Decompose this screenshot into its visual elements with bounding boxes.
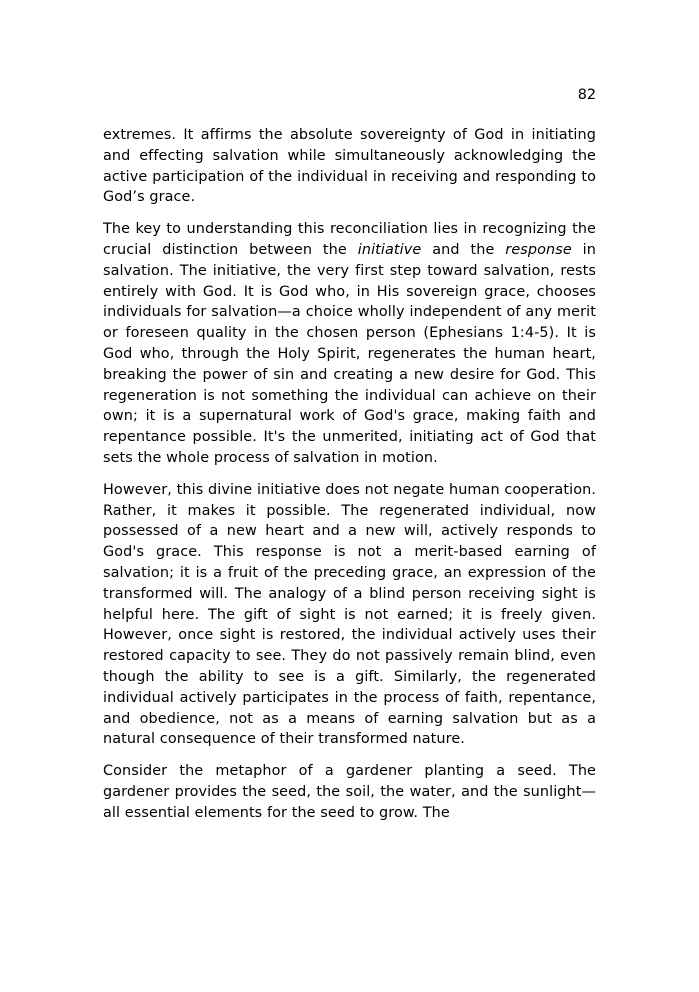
body-text <box>103 125 596 835</box>
text-segment: in salvation. The initiative, the very first step toward salvation, rests entirely with God. It is God who, in His sovereign grace, chooses individuals for salvation—a choice wholly independent of any merit or foreseen quality in the chosen person (Ephesians 1:4-5). It is God who, through the Holy Spirit, regenerates the human heart, breaking the power of sin and creating a new desire for God. This regeneration is not something the individual can achieve on their own; it is a supernatural work of God's grace, making faith and repentance possible. It's the unmerited, initiating act of God that sets the whole process of salvation in motion. <box>103 241 596 466</box>
paragraph <box>103 219 596 469</box>
emphasis-response: response <box>505 241 572 258</box>
emphasis-initiative: initiative <box>357 241 422 258</box>
paragraph: However, this divine initiative does not negate human cooperation. Rather, it makes it possible. The regenerated individual, now possessed of a new heart and a new will, actively responds to God's grace. This response is not a merit-based earning of salvation; it is a fruit of the preceding grace, an expression of the transformed will. The analogy of a blind person receiving sight is helpful here. The gift of sight is not earned; it is freely given. However, once sight is restored, the individual actively uses their restored capacity to see. They do not passively remain blind, even though the ability to see is a gift. Similarly, the regenerated individual actively participates in the process of faith, repentance, and obedience, not as a means of earning salvation but as a natural consequence of their transformed nature. <box>103 481 596 748</box>
text-segment: The key to understanding this reconciliation lies in recognizing the crucial distinction between the <box>103 221 596 258</box>
paragraph: extremes. It affirms the absolute sovereignty of God in initiating and effecting salvation while simultaneously acknowledging the active participation of the individual in receiving and responding to God’s grace. <box>103 127 596 206</box>
text-segment: and the <box>421 241 506 258</box>
page-number: 82 <box>577 87 596 103</box>
paragraph: Consider the metaphor of a gardener planting a seed. The gardener provides the seed, the soil, the water, and the sunlight—all essential elements for the seed to grow. The <box>103 763 596 821</box>
